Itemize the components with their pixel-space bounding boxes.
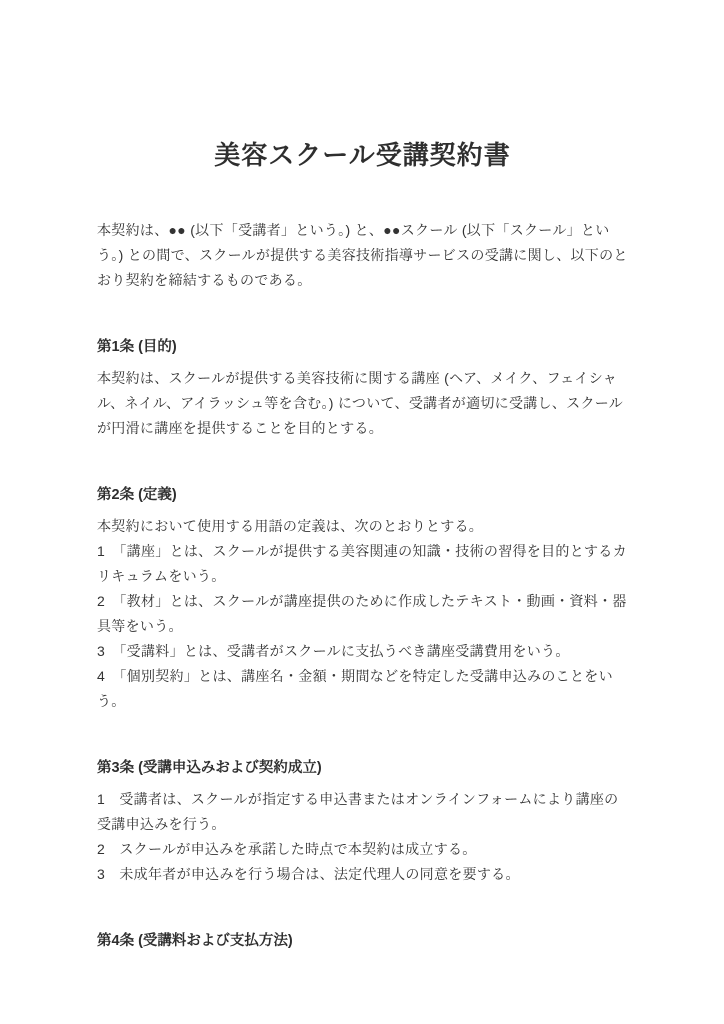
contract-section [97, 335, 628, 441]
section-paragraph: 2 スクールが申込みを承諾した時点で本契約は成立する。 [97, 841, 477, 857]
sections-container [97, 335, 628, 954]
section-paragraph: 3 「受講料」とは、受講者がスクールに支払うべき講座受講費用をいう。 [97, 643, 570, 659]
section-paragraph: 本契約において使用する用語の定義は、次のとおりとする。 [97, 518, 484, 534]
section-paragraph: 4 「個別契約」とは、講座名・金額・期間などを特定した受講申込みのことをいう。 [97, 668, 613, 709]
section-paragraph: 1 受講者は、スクールが指定する申込書またはオンラインフォームにより講座の受講申込みを行う。 [97, 791, 619, 832]
contract-section [97, 483, 628, 714]
section-heading: 第4条 (受講料および支払方法) [97, 933, 293, 949]
intro-paragraph: 本契約は、●● (以下「受講者」という。) と、●●スクール (以下「スクール」という。) との間で、スクールが提供する美容技術指導サービスの受講に関し、以下のとおり契約を締結するものである。 [97, 222, 628, 288]
contract-section [97, 756, 628, 887]
section-paragraph: 2 「教材」とは、スクールが講座提供のために作成したテキスト・動画・資料・器具等をいう。 [97, 593, 627, 634]
contract-section [97, 929, 628, 954]
section-heading: 第2条 (定義) [97, 487, 177, 503]
section-paragraph: 3 未成年者が申込みを行う場合は、法定代理人の同意を要する。 [97, 866, 520, 882]
section-paragraph: 1 「講座」とは、スクールが提供する美容関連の知識・技術の習得を目的とするカリキュラムをいう。 [97, 543, 627, 584]
section-heading: 第3条 (受講申込みおよび契約成立) [97, 760, 322, 776]
section-heading: 第1条 (目的) [97, 339, 177, 355]
document-title: 美容スクール受講契約書 [214, 140, 511, 170]
section-paragraph: 本契約は、スクールが提供する美容技術に関する講座 (ヘア、メイク、フェイシャル、ネイル、アイラッシュ等を含む。) について、受講者が適切に受講し、スクールが円滑に講座を提供することを目的とする。 [97, 370, 624, 436]
